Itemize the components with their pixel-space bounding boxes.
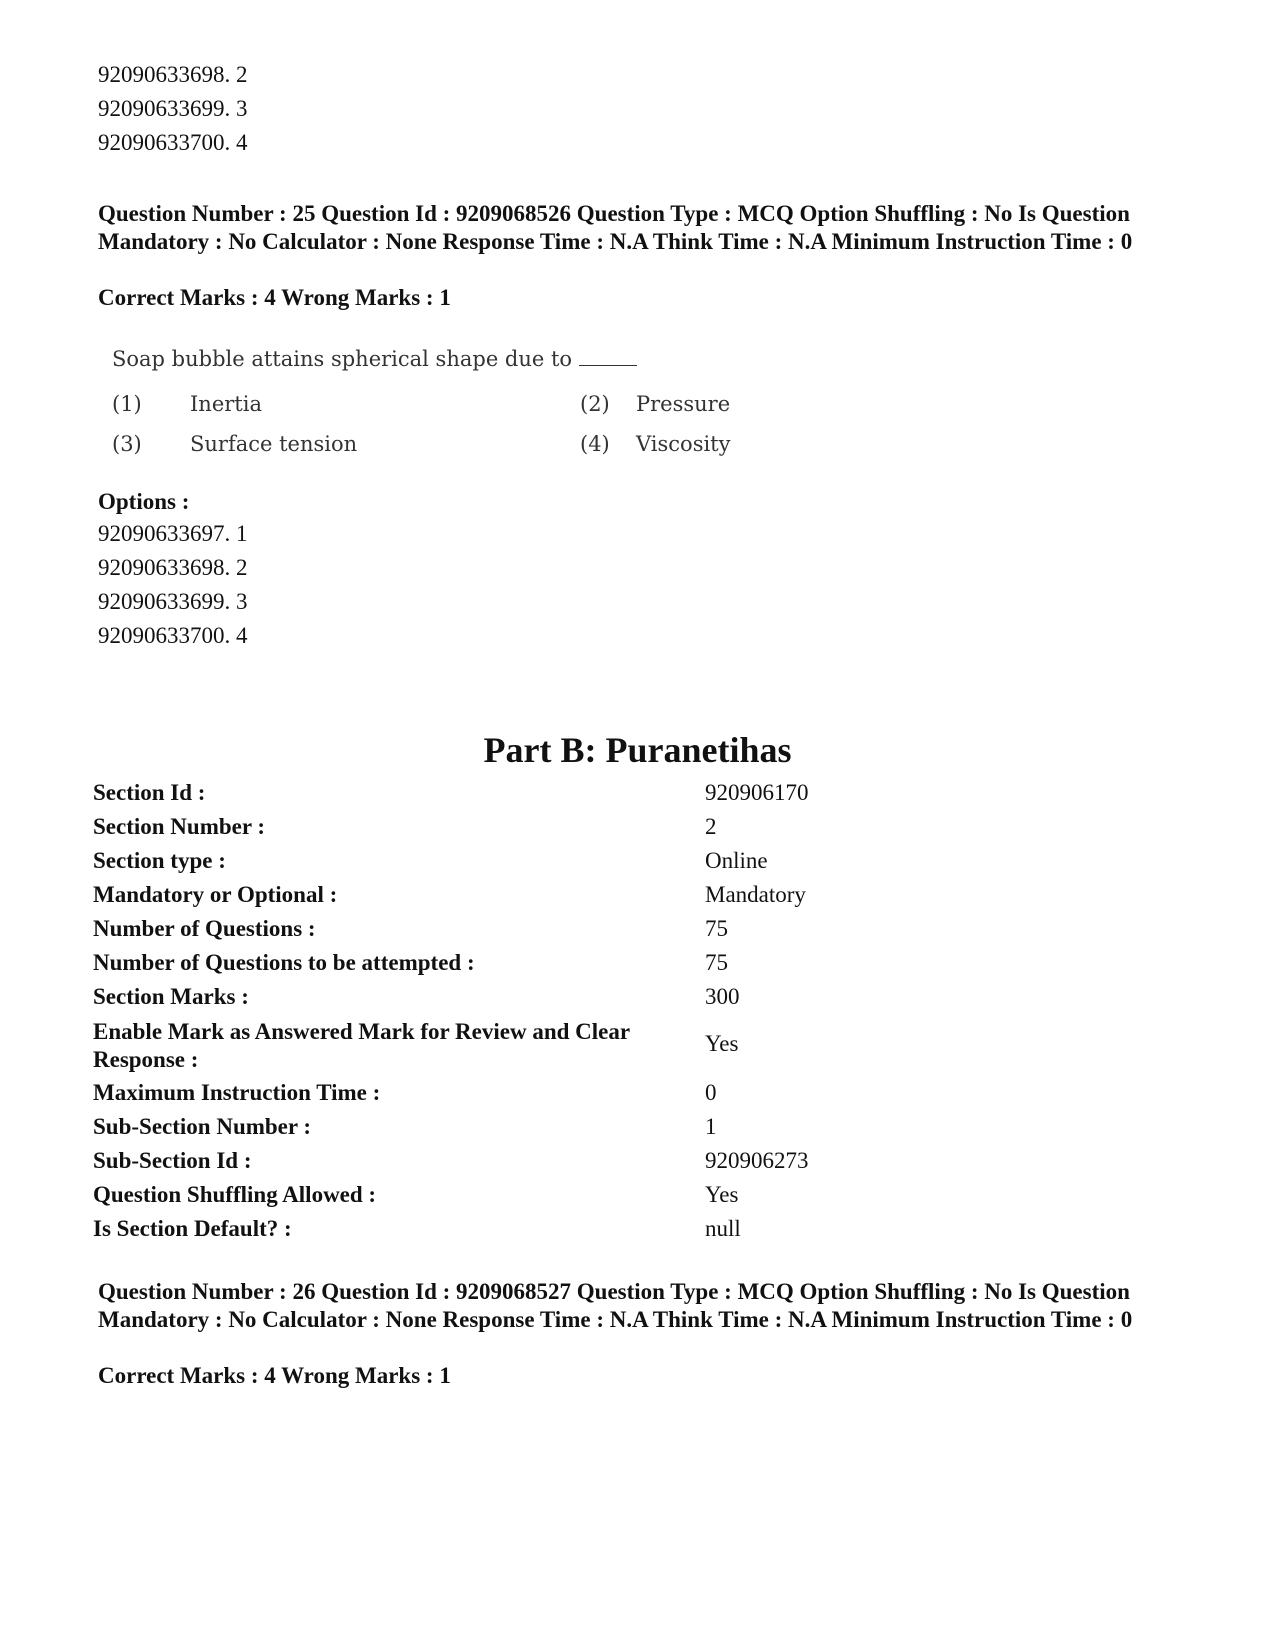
- section-row: [93, 1014, 1193, 1076]
- section-label: Section type :: [93, 848, 226, 873]
- section-row: [93, 1076, 1193, 1110]
- section-value: 300: [705, 984, 740, 1009]
- section-label: Question Shuffling Allowed :: [93, 1182, 377, 1207]
- answer-blank: [579, 347, 637, 366]
- option-line: 92090633700. 4: [98, 130, 248, 155]
- section-value: 920906170: [705, 780, 809, 805]
- option-line: 92090633697. 1: [98, 521, 248, 546]
- section-label: Section Marks :: [93, 984, 249, 1009]
- option-line: 92090633700. 4: [98, 623, 248, 648]
- section-row: [93, 1144, 1193, 1178]
- choice-number: (4): [580, 432, 610, 456]
- section-value: 0: [705, 1080, 717, 1105]
- question-26-header: Question Number : 26 Question Id : 9209068527 Question Type : MCQ Option Shuffling : No Is Question Mandatory : No Calculator : None Response Time : N.A Think Time : N.A Minimum Instruction Time : 0: [98, 1279, 1133, 1332]
- option-line: 92090633698. 2: [98, 555, 248, 580]
- choice-text: Pressure: [636, 392, 731, 416]
- question-25-options: [98, 487, 248, 653]
- section-details: [93, 776, 1193, 1246]
- choice-text: Surface tension: [190, 432, 358, 456]
- option-line: 92090633699. 3: [98, 589, 248, 614]
- section-row: [93, 1110, 1193, 1144]
- question-25-body: [112, 340, 812, 464]
- section-label: Maximum Instruction Time :: [93, 1080, 381, 1105]
- section-row: [93, 946, 1193, 980]
- part-title: Part B: Puranetihas: [483, 730, 792, 770]
- choice-row: [112, 424, 812, 464]
- section-label: Enable Mark as Answered Mark for Review and Clear Response :: [93, 1019, 630, 1072]
- option-line: 92090633699. 3: [98, 96, 248, 121]
- choice-number: (2): [580, 392, 610, 416]
- question-stem: [112, 340, 812, 378]
- section-row: [93, 844, 1193, 878]
- section-label: Number of Questions to be attempted :: [93, 950, 475, 975]
- section-value: 75: [705, 950, 728, 975]
- question-26-marks: Correct Marks : 4 Wrong Marks : 1: [98, 1363, 451, 1388]
- choice-text: Inertia: [190, 392, 262, 416]
- section-row: [93, 1178, 1193, 1212]
- section-label: Sub-Section Id :: [93, 1148, 252, 1173]
- section-value: Mandatory: [705, 882, 806, 907]
- options-title: Options :: [98, 489, 190, 514]
- choice-row: [112, 384, 812, 424]
- section-row: [93, 1212, 1193, 1246]
- section-row: [93, 980, 1193, 1014]
- choice-number: (3): [112, 432, 142, 456]
- section-value: null: [705, 1216, 741, 1241]
- section-label: Mandatory or Optional :: [93, 882, 338, 907]
- section-value: 75: [705, 916, 728, 941]
- previous-question-options: [98, 58, 248, 160]
- section-row: [93, 912, 1193, 946]
- section-row: [93, 810, 1193, 844]
- question-25-header: Question Number : 25 Question Id : 9209068526 Question Type : MCQ Option Shuffling : No Is Question Mandatory : No Calculator : None Response Time : N.A Think Time : N.A Minimum Instruction Time : 0: [98, 201, 1133, 254]
- section-value: 920906273: [705, 1148, 809, 1173]
- section-label: Section Id :: [93, 780, 206, 805]
- section-label: Section Number :: [93, 814, 266, 839]
- section-value: 2: [705, 814, 717, 839]
- section-label: Sub-Section Number :: [93, 1114, 312, 1139]
- section-row: [93, 776, 1193, 810]
- question-25-marks: Correct Marks : 4 Wrong Marks : 1: [98, 285, 451, 310]
- question-stem-text: Soap bubble attains spherical shape due to: [112, 347, 573, 371]
- section-row: [93, 878, 1193, 912]
- section-value: Yes: [705, 1031, 739, 1056]
- section-label: Number of Questions :: [93, 916, 316, 941]
- section-value: 1: [705, 1114, 717, 1139]
- section-value: Online: [705, 848, 768, 873]
- option-line: 92090633698. 2: [98, 62, 248, 87]
- choice-number: (1): [112, 392, 142, 416]
- section-value: Yes: [705, 1182, 739, 1207]
- choice-text: Viscosity: [636, 432, 731, 456]
- section-label: Is Section Default? :: [93, 1216, 292, 1241]
